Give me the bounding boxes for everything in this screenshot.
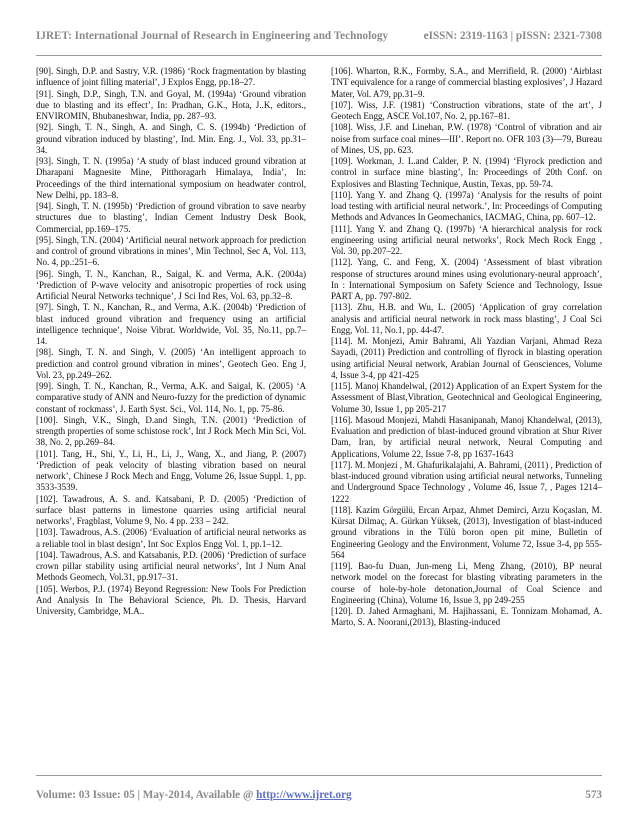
reference-entry: [110]. Yang Y. and Zhang Q. (1997a) ‘Analysis for the results of point load testing with artificial neural network.’, In: Proceedings of Computing Methods and Advances In Geomechanics, IACMAG, China, pp. 607–12.: [331, 189, 602, 223]
footer-divider: [36, 775, 602, 776]
reference-entry: [98]. Singh, T. N. and Singh, V. (2005) ‘An intelligent approach to prediction and control ground vibration in mines’, Geotech Geo. Eng J, Vol. 23, pp.249–262.: [36, 347, 306, 380]
reference-entry: [109]. Workman, J. L.and Calder, P. N. (1994) ‘Flyrock prediction and control in surface mine blasting’, In: Proceedings of 20th Conf. on Explosives and Blasting Technique, Austin, Texas, pp. 59-74.: [331, 156, 602, 189]
reference-entry: [96]. Singh, T. N., Kanchan, R., Saigal, K. and Verma, A.K. (2004a) ‘Prediction of P-wave velocity and anisotropic properties of rock using Artificial Neural Networks technique’, J Sci Ind Res, Vol. 63, pp.32–8.: [36, 268, 306, 301]
page-number: 573: [585, 789, 602, 801]
reference-entry: [94]. Singh, T. N. (1995b) ‘Prediction of ground vibration to save nearby structures due to blasting’, Indian Cement Industry Desk Book, Commercial, pp.169–175.: [36, 201, 306, 234]
page-footer: [36, 787, 602, 803]
reference-entry: [111]. Yang Y. and Zhang Q. (1997b) ‘A hierarchical analysis for rock engineering using artificial neural networks’, Rock Mech Rock Engg , Vol. 30, pp.207–22.: [331, 223, 602, 256]
journal-website-link[interactable]: http://www.ijret.org: [256, 789, 352, 801]
reference-entry: [107]. Wiss, J.F. (1981) ‘Construction vibrations, state of the art’, J Geotech Engg, ASCE Vol.107, No. 2, pp.167–81.: [331, 99, 602, 121]
reference-entry: [95]. Singh, T.N. (2004) ‘Artificial neural network approach for prediction and control of ground vibrations in mines’, Min Technol, Sec A, Vol. 113, No. 4, pp.:251–6.: [36, 234, 306, 268]
reference-entry: [117]. M. Monjezi , M. Ghafurikalajahi, A. Bahrami, (2011) , Prediction of blast-induced ground vibration using artificial neural networks, Tunneling and Underground Space Technology , Volume 46, Issue 7, , Pages 1214–1222: [331, 459, 602, 504]
reference-entry: [108]. Wiss, J.F. and Linehan, P.W. (1978) ‘Control of vibration and air noise from surface coal mines—III’. Report no. OFR 103 (3)—79, Bureau of Mines, US, pp. 623.: [331, 122, 602, 155]
reference-entry: [99]. Singh, T. N., Kanchan, R., Verma, A.K. and Saigal, K. (2005) ‘A comparative study of ANN and Neuro-fuzzy for the prediction of dynamic constant of rockmass’, J. Earth Syst. Sci., Vol. 114, No. 1, pp. 75-86.: [36, 381, 306, 414]
reference-entry: [106]. Wharton, R.K., Formby, S.A., and Merrifield, R. (2000) ‘Airblast TNT equivalence for a range of commercial blasting explosives’, J Hazard Mater, Vol. A79, pp.31–9.: [331, 66, 602, 99]
page-header: [36, 22, 602, 42]
reference-entry: [113]. Zhu, H.B. and Wu, L. (2005) ‘Application of gray correlation analysis and artificial neural network in rock mass blasting’, J Coal Sci Engg, Vol. 11, No.1, pp. 44-47.: [331, 302, 602, 335]
reference-entry: [91]. Singh, D.P., Singh, T.N. and Goyal, M. (1994a) ‘Ground vibration due to blasting and its effect’, In: Pradhan, G.K., Hota, J..K, editors., ENVIROMIN, Bhubaneshwar, India, pp. 287–93.: [36, 88, 306, 121]
reference-entry: [105]. Werbos, P.J. (1974) Beyond Regression: New Tools For Prediction And Analysis In The Behavioral Science, Ph. D. Thesis, Harvard University, Cambridge, M.A..: [36, 583, 306, 616]
footer-volume-text: Volume: 03 Issue: 05 | May-2014, Available @: [36, 789, 254, 801]
reference-entry: [93]. Singh, T. N. (1995a) ‘A study of blast induced ground vibration at Dharapani Magnesite Mine, Pitthoragarh Himalaya, India’, In: Proceedings of the third international symposium on headwater control, New Delhi, pp. 183–8.: [36, 156, 306, 200]
reference-entry: [116]. Masoud Monjezi, Mahdi Hasanipanah, Manoj Khandelwal, (2013), Evaluation and prediction of blast-induced ground vibration at Shur River Dam, Iran, by artificial neural network, Neural Computing and Applications, Volume 22, Issue 7-8, pp 1637-1643: [331, 414, 602, 459]
references-right-column: [331, 66, 602, 629]
reference-entry: [104]. Tawadrous, A.S. and Katsabanis, P.D. (2006) ‘Prediction of surface crown pillar stability using artificial neural networks’, Int J Num Anal Methods Geomech, Vol.31, pp.917–31.: [36, 549, 306, 583]
reference-entry: [100]. Singh, V.K., Singh, D.and Singh, T.N. (2001) ‘Prediction of strength properties of some schistose rock’, Int J Rock Mech Min Sci, Vol. 38, No. 2, pp.269–84.: [36, 414, 306, 448]
reference-entry: [120]. D. Jahed Armaghani, M. Hajihassani, E. Tonnizam Mohamad, A. Marto, S. A. Noorani,(2013), Blasting-induced: [331, 606, 602, 628]
references-left-column: [36, 66, 306, 617]
header-divider: [36, 55, 602, 56]
reference-entry: [114]. M. Monjezi, Amir Bahrami, Ali Yazdian Varjani, Ahmad Reza Sayadi, (2011) Prediction and controlling of flyrock in blasting operation using artificial Neural network, Arabian Journal of Geosciences, Volume 4, Issue 3-4, pp 421-425: [331, 336, 602, 380]
reference-entry: [90]. Singh, D.P. and Sastry, V.R. (1986) ‘Rock fragmentation by blasting influence of joint filling material’, J Explos Engg, pp.18–27.: [36, 66, 306, 88]
journal-title: IJRET: International Journal of Research in Engineering and Technology: [36, 30, 389, 42]
reference-entry: [118]. Kazim Görgülü, Ercan Arpaz, Ahmet Demirci, Arzu Koçaslan, M. Kürsat Dilmaç, A. Gürkan Yüksek, (2013), Investigation of blast-induced ground vibrations in the Tülü boron open pit mine, Bulletin of Engineering Geology and the Environment, Volume 72, Issue 3-4, pp 555-564: [331, 504, 602, 560]
reference-entry: [102]. Tawadrous, A. S. and. Katsabani, P. D. (2005) ‘Prediction of surface blast patterns in limestone quarries using artificial neural networks’, Fragblast, Volume 9, No. 4 pp. 233 – 242.: [36, 493, 306, 526]
reference-entry: [92]. Singh, T. N., Singh, A. and Singh, C. S. (1994b) ‘Prediction of ground vibration induced by blasting’, Ind. Min. Eng. J., Vol. 33, pp.31–34.: [36, 122, 306, 155]
footer-volume-info: [36, 789, 352, 801]
reference-entry: [119]. Bao-fu Duan, Jun-meng Li, Meng Zhang, (2010), BP neural network model on the forecast for blasting vibrating parameters in the course of hole-by-hole detonation,Journal of Coal Science and Engineering (China), Volume 16, Issue 3, pp 249-255: [331, 561, 602, 605]
reference-entry: [103]. Tawadrous, A.S. (2006) ‘Evaluation of artificial neural networks as a reliable tool in blast design’, Int Soc Explos Engg Vol. 1, pp.1–12.: [36, 527, 306, 549]
reference-entry: [112]. Yang, C. and Feng, X. (2004) ‘Assessment of blast vibration response of structures around mines using evolutionary-neural approach’, In : International Symposium on Safety Science and Technology, Issue PART A, pp. 797-802.: [331, 257, 602, 301]
issn-info: eISSN: 2319-1163 | pISSN: 2321-7308: [423, 30, 602, 42]
reference-entry: [97]. Singh, T. N., Kanchan, R., and Verma, A.K. (2004b) ‘Prediction of blast induced ground vibration and frequency using an artificial intelligence technique’, Noise Vibrat. Worldwide, Vol. 35, No.11, pp.7–14.: [36, 302, 306, 346]
reference-entry: [115]. Manoj Khandelwal, (2012) Application of an Expert System for the Assessment of Blast,Vibration, Geotechnical and Geological Engineering, Volume 30, Issue 1, pp 205-217: [331, 381, 602, 414]
reference-entry: [101]. Tang, H., Shi, Y., Li, H., Li, J., Wang, X., and Jiang, P. (2007) ‘Prediction of peak velocity of blasting vibration based on neural network’, Chinese J Rock Mech and Engg, Volume 26, Issue Suppl. 1, pp. 3533-3539.: [36, 448, 306, 493]
